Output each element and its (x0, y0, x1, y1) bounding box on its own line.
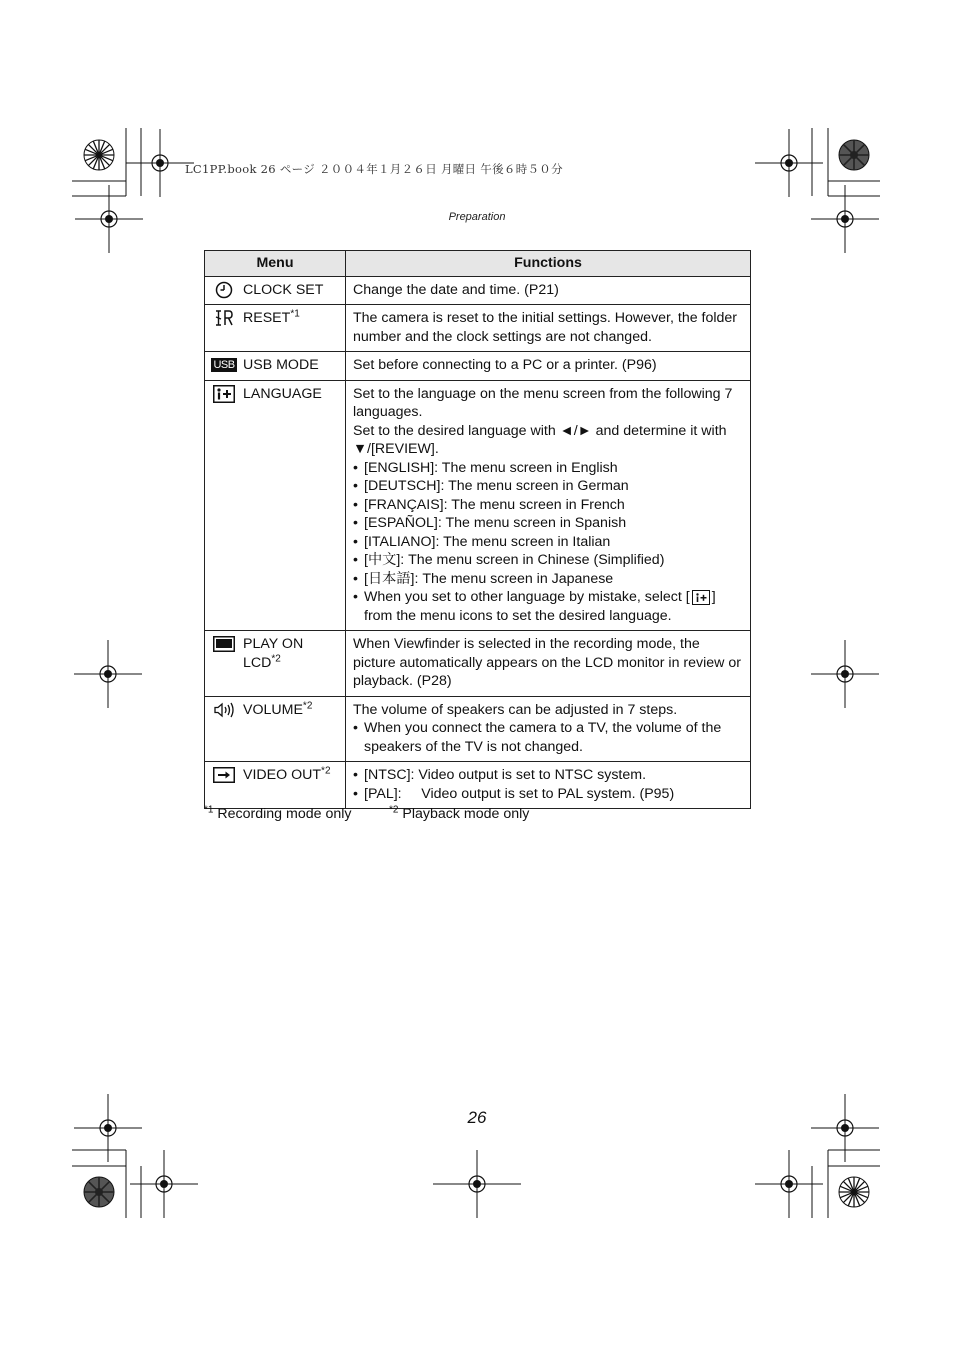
usb-icon: USB (213, 359, 235, 371)
menu-cell (205, 696, 346, 762)
table-row (205, 631, 751, 697)
menu-functions-table (204, 250, 751, 809)
menu-cell (205, 305, 346, 352)
function-cell (346, 380, 751, 631)
footnote-marker: *2 (271, 652, 281, 664)
table-row (205, 762, 751, 809)
section-label: Preparation (448, 211, 506, 223)
table-header-row (205, 251, 751, 277)
list-item: • [中文]: The menu screen in Chinese (Simplified) (353, 552, 665, 568)
page-number: 26 (467, 1108, 487, 1127)
function-cell (346, 352, 751, 381)
function-cell (346, 305, 751, 352)
function-cell (346, 276, 751, 305)
function-text: Set to the language on the menu screen from the following 7 languages. (353, 385, 733, 420)
menu-item-name: CLOCK SET (243, 281, 324, 298)
footnote-2: $^{*2}$ Playback mode only (389, 804, 530, 822)
menu-cell (205, 631, 346, 697)
speaker-icon (212, 701, 236, 719)
function-text: The volume of speakers can be adjusted in 7 steps. (353, 701, 678, 718)
footnote-1: $^{*1}$ Recording mode only (204, 804, 352, 822)
header-functions: Functions (346, 251, 751, 277)
header-menu: Menu (205, 251, 346, 277)
language-icon (692, 590, 710, 605)
menu-cell (205, 380, 346, 631)
function-cell (346, 762, 751, 809)
menu-item-name: PLAY ON LCD$^{*2}$ (243, 636, 304, 671)
language-icon (212, 385, 236, 403)
list-item: • [PAL]: Video output is set to PAL system. (P95) (353, 785, 675, 802)
function-text: When Viewfinder is selected in the recording mode, the picture automatically appears on the LCD monitor in review or playback. (P28) (353, 636, 741, 689)
table-row (205, 352, 751, 381)
footnote-marker: *2 (302, 699, 313, 711)
function-cell (346, 631, 751, 697)
function-text: Set before connecting to a PC or a printer. (P96) (353, 357, 657, 373)
footnote-marker: *2 (321, 765, 331, 777)
lcd-monitor-icon (212, 635, 236, 653)
list-item: • [FRANÇAIS]: The menu screen in French (353, 496, 625, 513)
menu-item-name: VOLUME$^{*2}$ (243, 699, 313, 718)
list-item: • [DEUTSCH]: The menu screen in German (353, 478, 629, 494)
table-row (205, 276, 751, 305)
list-item: • When you set to other language by mistake, select [ ] from the menu icons to set the desired language. (353, 589, 716, 624)
footnote-marker: *1 (290, 308, 300, 320)
table-row (205, 696, 751, 762)
function-text: The camera is reset to the initial settings. However, the folder number and the clock settings are not changed. (353, 310, 738, 345)
footnotes (204, 804, 530, 822)
list-item: • [ENGLISH]: The menu screen in English (353, 459, 618, 476)
function-cell (346, 696, 751, 762)
menu-item-name: LANGUAGE (243, 385, 322, 402)
menu-cell (205, 276, 346, 305)
menu-item-name: RESET$^{*1}$ (243, 308, 300, 326)
reset-icon (212, 309, 236, 327)
table-row (205, 380, 751, 631)
video-out-icon (212, 766, 236, 784)
clock-icon (212, 281, 236, 299)
table-row (205, 305, 751, 352)
function-text: Set to the desired language with ◄/► and determine it with ▼/[REVIEW]. (353, 422, 727, 457)
print-slug-line: LC1PP.book 26 ページ ２００４年１月２６日 月曜日 午後６時５０分 (185, 162, 563, 176)
list-item: • [NTSC]: Video output is set to NTSC system. (353, 767, 647, 783)
list-item: • [ITALIANO]: The menu screen in Italian (353, 533, 611, 550)
menu-item-name: VIDEO OUT$^{*2}$ (243, 765, 331, 783)
menu-item-name: USB MODE (243, 357, 319, 373)
menu-cell (205, 352, 346, 381)
function-text: Change the date and time. (P21) (353, 281, 559, 298)
list-item: • [日本語]: The menu screen in Japanese (353, 570, 614, 587)
menu-cell (205, 762, 346, 809)
list-item: • [ESPAÑOL]: The menu screen in Spanish (353, 515, 627, 531)
list-item: • When you connect the camera to a TV, the volume of the speakers of the TV is not changed. (353, 720, 722, 755)
